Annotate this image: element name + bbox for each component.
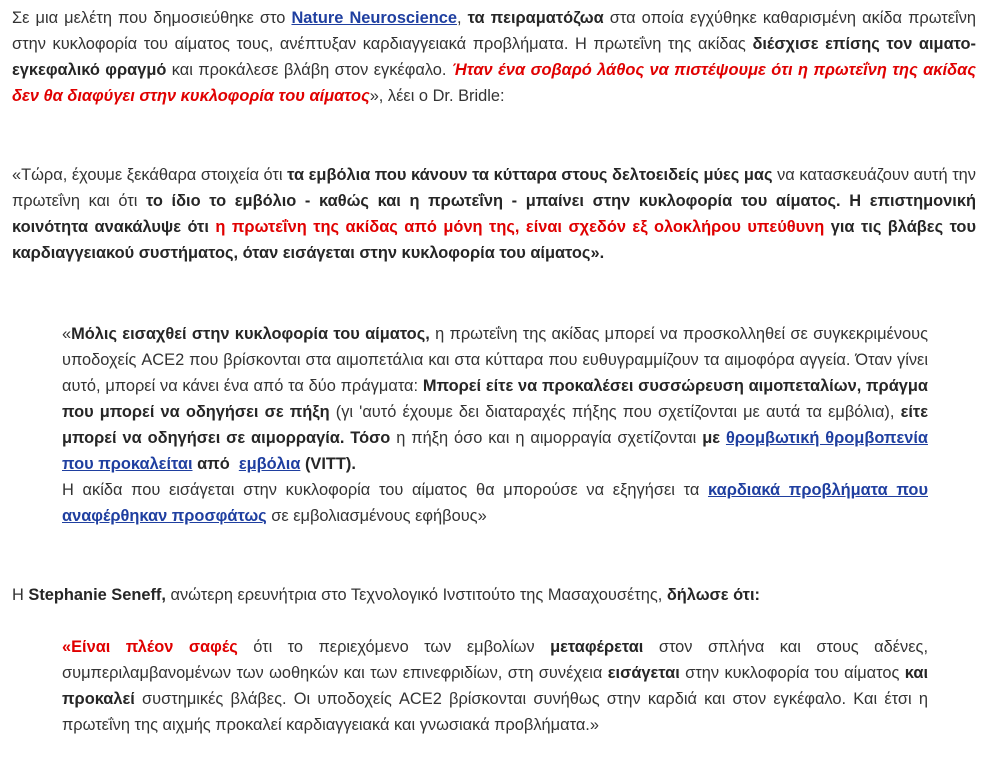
paragraph-study (12, 5, 976, 109)
link-heart-problems[interactable]: καρδιακά προβλήματα που αναφέρθηκαν προσφάτως (62, 481, 928, 525)
blockquote-seneff (62, 634, 928, 738)
text: στα οποία εγχύθηκε καθαρισμένη ακίδα πρωτεΐνη στην κυκλοφορία του αίματος τους, ανέπτυξαν καρδιαγγειακά προβλήματα. Η πρωτεΐνη της ακίδας (12, 9, 977, 53)
text: Σε μια μελέτη που δημοσιεύθηκε στο (12, 9, 292, 27)
link-nature-neuroscience[interactable]: Nature Neuroscience (291, 9, 457, 27)
bold-text: τα πειραματόζωα (467, 9, 604, 27)
text: « (62, 325, 72, 343)
bold-text: για τις βλάβες του καρδιαγγειακού συστήματος, όταν εισάγεται στην κυκλοφορία του αίματος». (12, 218, 976, 262)
text: η πρωτεΐνη της ακίδας μπορεί να προσκολληθεί σε συγκεκριμένους υποδοχείς ACE2 που βρίσκονται στα αιμοπετάλια και στα κύτταρα που ευθυγραμμίζουν τα αιμοφόρα αγγεία. Όταν γίνει αυτό, μπορεί να κάνει ένα από τα δύο πράγματα: (62, 325, 928, 395)
red-emphasis: Ήταν ένα σοβαρό λάθος να πιστέψουμε ότι η πρωτεΐνη της ακίδας δεν θα διαφύγει στην κυκλοφορία του αίματος (12, 61, 976, 105)
red-emphasis: «Είναι πλέον σαφές (62, 638, 238, 656)
bold-text: μεταφέρεται (550, 638, 644, 656)
text: , (456, 9, 468, 27)
text: και προκάλεσε βλάβη στον εγκέφαλο. (166, 61, 452, 79)
bold-text: με (702, 429, 726, 447)
bold-text: το ίδιο το εμβόλιο - καθώς και η πρωτεΐνη - μπαίνει στην κυκλοφορία του αίματος. Η επιστημονική κοινότητα ανακάλυψε ότι (12, 192, 976, 236)
bold-text: Μπορεί είτε να προκαλέσει συσσώρευση αιμοπεταλίων, πράγμα που μπορεί να οδηγήσει σε πήξη (62, 377, 928, 421)
link-thrombotic-thrombocytopenia[interactable]: θρομβωτική θρομβοπενία που προκαλείται (62, 429, 928, 473)
bold-text: και προκαλεί (62, 664, 929, 708)
bold-text: διέσχισε επίσης τον αιματο-εγκεφαλικό φραγμό (12, 35, 976, 79)
bold-text: από (192, 455, 239, 473)
bold-text: εισάγεται (607, 664, 680, 682)
bold-text: είτε μπορεί να οδηγήσει σε αιμορραγία. Τόσο (62, 403, 929, 447)
bold-text: δήλωσε ότι: (666, 586, 760, 604)
link-vaccines[interactable]: εμβόλια (238, 455, 301, 473)
text: η πήξη όσο και η αιμορραγία σχετίζονται (390, 429, 703, 447)
text: στον σπλήνα και στους αδένες, συμπεριλαμβανομένων των ωοθηκών και των επινεφριδίων, στη συνέχεια (62, 638, 928, 682)
bold-text: (VITT). (300, 455, 356, 473)
text: «Τώρα, έχουμε ξεκάθαρα στοιχεία ότι (12, 166, 288, 184)
text: να κατασκευάζουν αυτή την πρωτεΐνη και ότι (12, 166, 976, 210)
paragraph-quote-bridle (12, 162, 976, 266)
paragraph-seneff (12, 582, 976, 608)
text: (γι 'αυτό έχουμε δει διαταραχές πήξης που σχετίζονται με αυτά τα εμβόλια), (329, 403, 901, 421)
red-emphasis: η πρωτεΐνη της ακίδας από μόνη της, είναι σχεδόν εξ ολοκλήρου υπεύθυνη (215, 218, 825, 236)
bold-text: Μόλις εισαχθεί στην κυκλοφορία του αίματος, (71, 325, 430, 343)
bold-text: Stephanie Seneff, (28, 586, 166, 604)
text: Η (12, 586, 29, 604)
text: », λέει ο Dr. Bridle: (369, 87, 505, 105)
text: ότι το περιεχόμενο των εμβολίων (237, 638, 551, 656)
text: Η ακίδα που εισάγεται στην κυκλοφορία του αίματος θα μπορούσε να εξηγήσει τα (62, 481, 709, 499)
text: σε εμβολιασμένους εφήβους» (266, 507, 487, 525)
text: ανώτερη ερευνήτρια στο Τεχνολογικό Ινστιτούτο της Μασαχουσέτης, (165, 586, 667, 604)
quote-line (62, 477, 928, 529)
bold-text: τα εμβόλια που κάνουν τα κύτταρα στους δελτοειδείς μύες μας (287, 166, 773, 184)
text: συστημικές βλάβες. Οι υποδοχείς ACE2 βρίσκονται συνήθως στην καρδιά και στον εγκέφαλο. Και έτσι η πρωτεΐνη της αιχμής προκαλεί καρδιαγγειακά και γνωσιακά προβλήματα.» (62, 690, 928, 734)
text: στην κυκλοφορία του αίματος (679, 664, 905, 682)
blockquote-spike-protein (62, 321, 928, 529)
